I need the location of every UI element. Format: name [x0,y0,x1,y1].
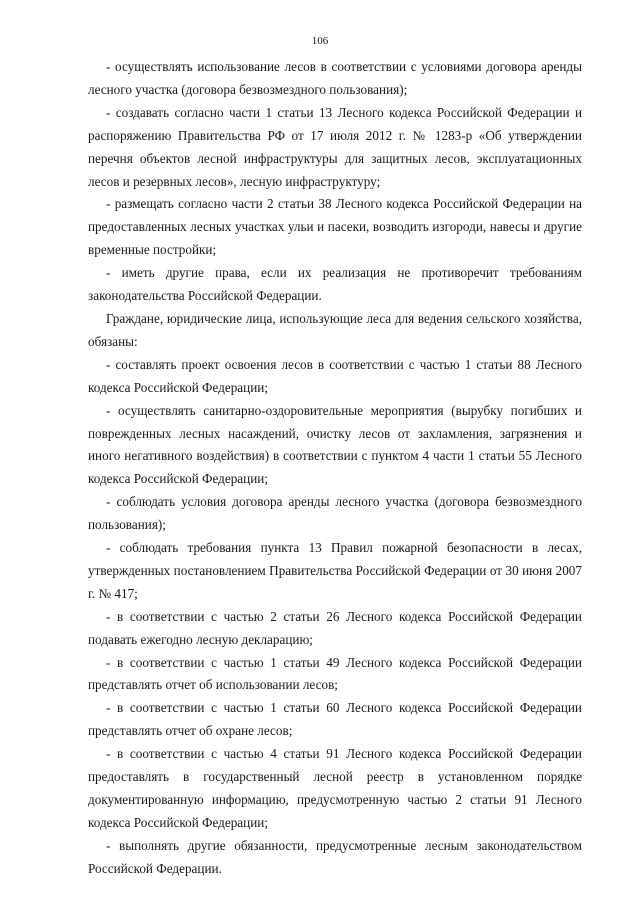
paragraph-use-forests-per-lease: - осуществлять использование лесов в соответствии с условиями договора аренды лесного участка (договора безвозмездного пользования); [88,59,582,97]
paragraph-other-rights: - иметь другие права, если их реализация не противоречит требованиям законодательства Российской Федерации. [88,265,582,304]
paragraph-forest-use-report: - в соответствии с частью 1 статьи 49 Лесного кодекса Российской Федерации представлять отчет об использовании лесов; [88,654,582,693]
paragraph-forest-declaration: - в соответствии с частью 2 статьи 26 Лесного кодекса Российской Федерации подавать ежегодно лесную декларацию; [88,608,582,647]
paragraph-sanitary-measures: - осуществлять санитарно-оздоровительные мероприятия (вырубку погибших и поврежденных лесных насаждений, очистку лесов от захламления, загрязнения и иного негативного воздействия) в соответствии с пунктом 4 части 1 статьи 55 Лесного кодекса Российской Федерации; [88,402,582,487]
paragraph-create-forest-infrastructure: - создавать согласно части 1 статьи 13 Лесного кодекса Российской Федерации и распоряжению Правительства РФ от 17 июля 2012 г. № 1283-р «Об утверждении перечня объектов лесной инфраструктуры для защитных лесов, эксплуатационных лесов и резервных лесов», лесную инфраструктуру; [88,104,582,189]
paragraph-other-obligations: - выполнять другие обязанности, предусмотренные лесным законодательством Российской Федерации. [88,837,582,876]
paragraph-comply-lease-terms: - соблюдать условия договора аренды лесного участка (договора безвозмездного пользования); [88,494,582,533]
paragraph-state-forest-register: - в соответствии с частью 4 статьи 91 Лесного кодекса Российской Федерации предоставлять в государственный лесной реестр в установленном порядке документированную информацию, предусмотренную частью 2 статьи 91 Лесного кодекса Российской Федерации; [88,746,582,830]
paragraph-forest-development-project: - составлять проект освоения лесов в соответствии с частью 1 статьи 88 Лесного кодекса Российской Федерации; [88,356,582,395]
paragraph-place-hives-and-buildings: - размещать согласно части 2 статьи 38 Лесного кодекса Российской Федерации на предоставленных лесных участках ульи и пасеки, возводить изгороди, навесы и другие временные постройки; [88,196,582,258]
document-body [88,56,582,881]
paragraph-fire-safety-rules: - соблюдать требования пункта 13 Правил пожарной безопасности в лесах, утвержденных постановлением Правительства Российской Федерации от 30 июня 2007 г. № 417; [88,540,582,601]
paragraph-obligations-intro: Граждане, юридические лица, использующие леса для ведения сельского хозяйства, обязаны: [88,310,582,349]
paragraph-forest-protection-report: - в соответствии с частью 1 статьи 60 Лесного кодекса Российской Федерации представлять отчет об охране лесов; [88,700,582,739]
page-number: 106 [311,35,329,47]
